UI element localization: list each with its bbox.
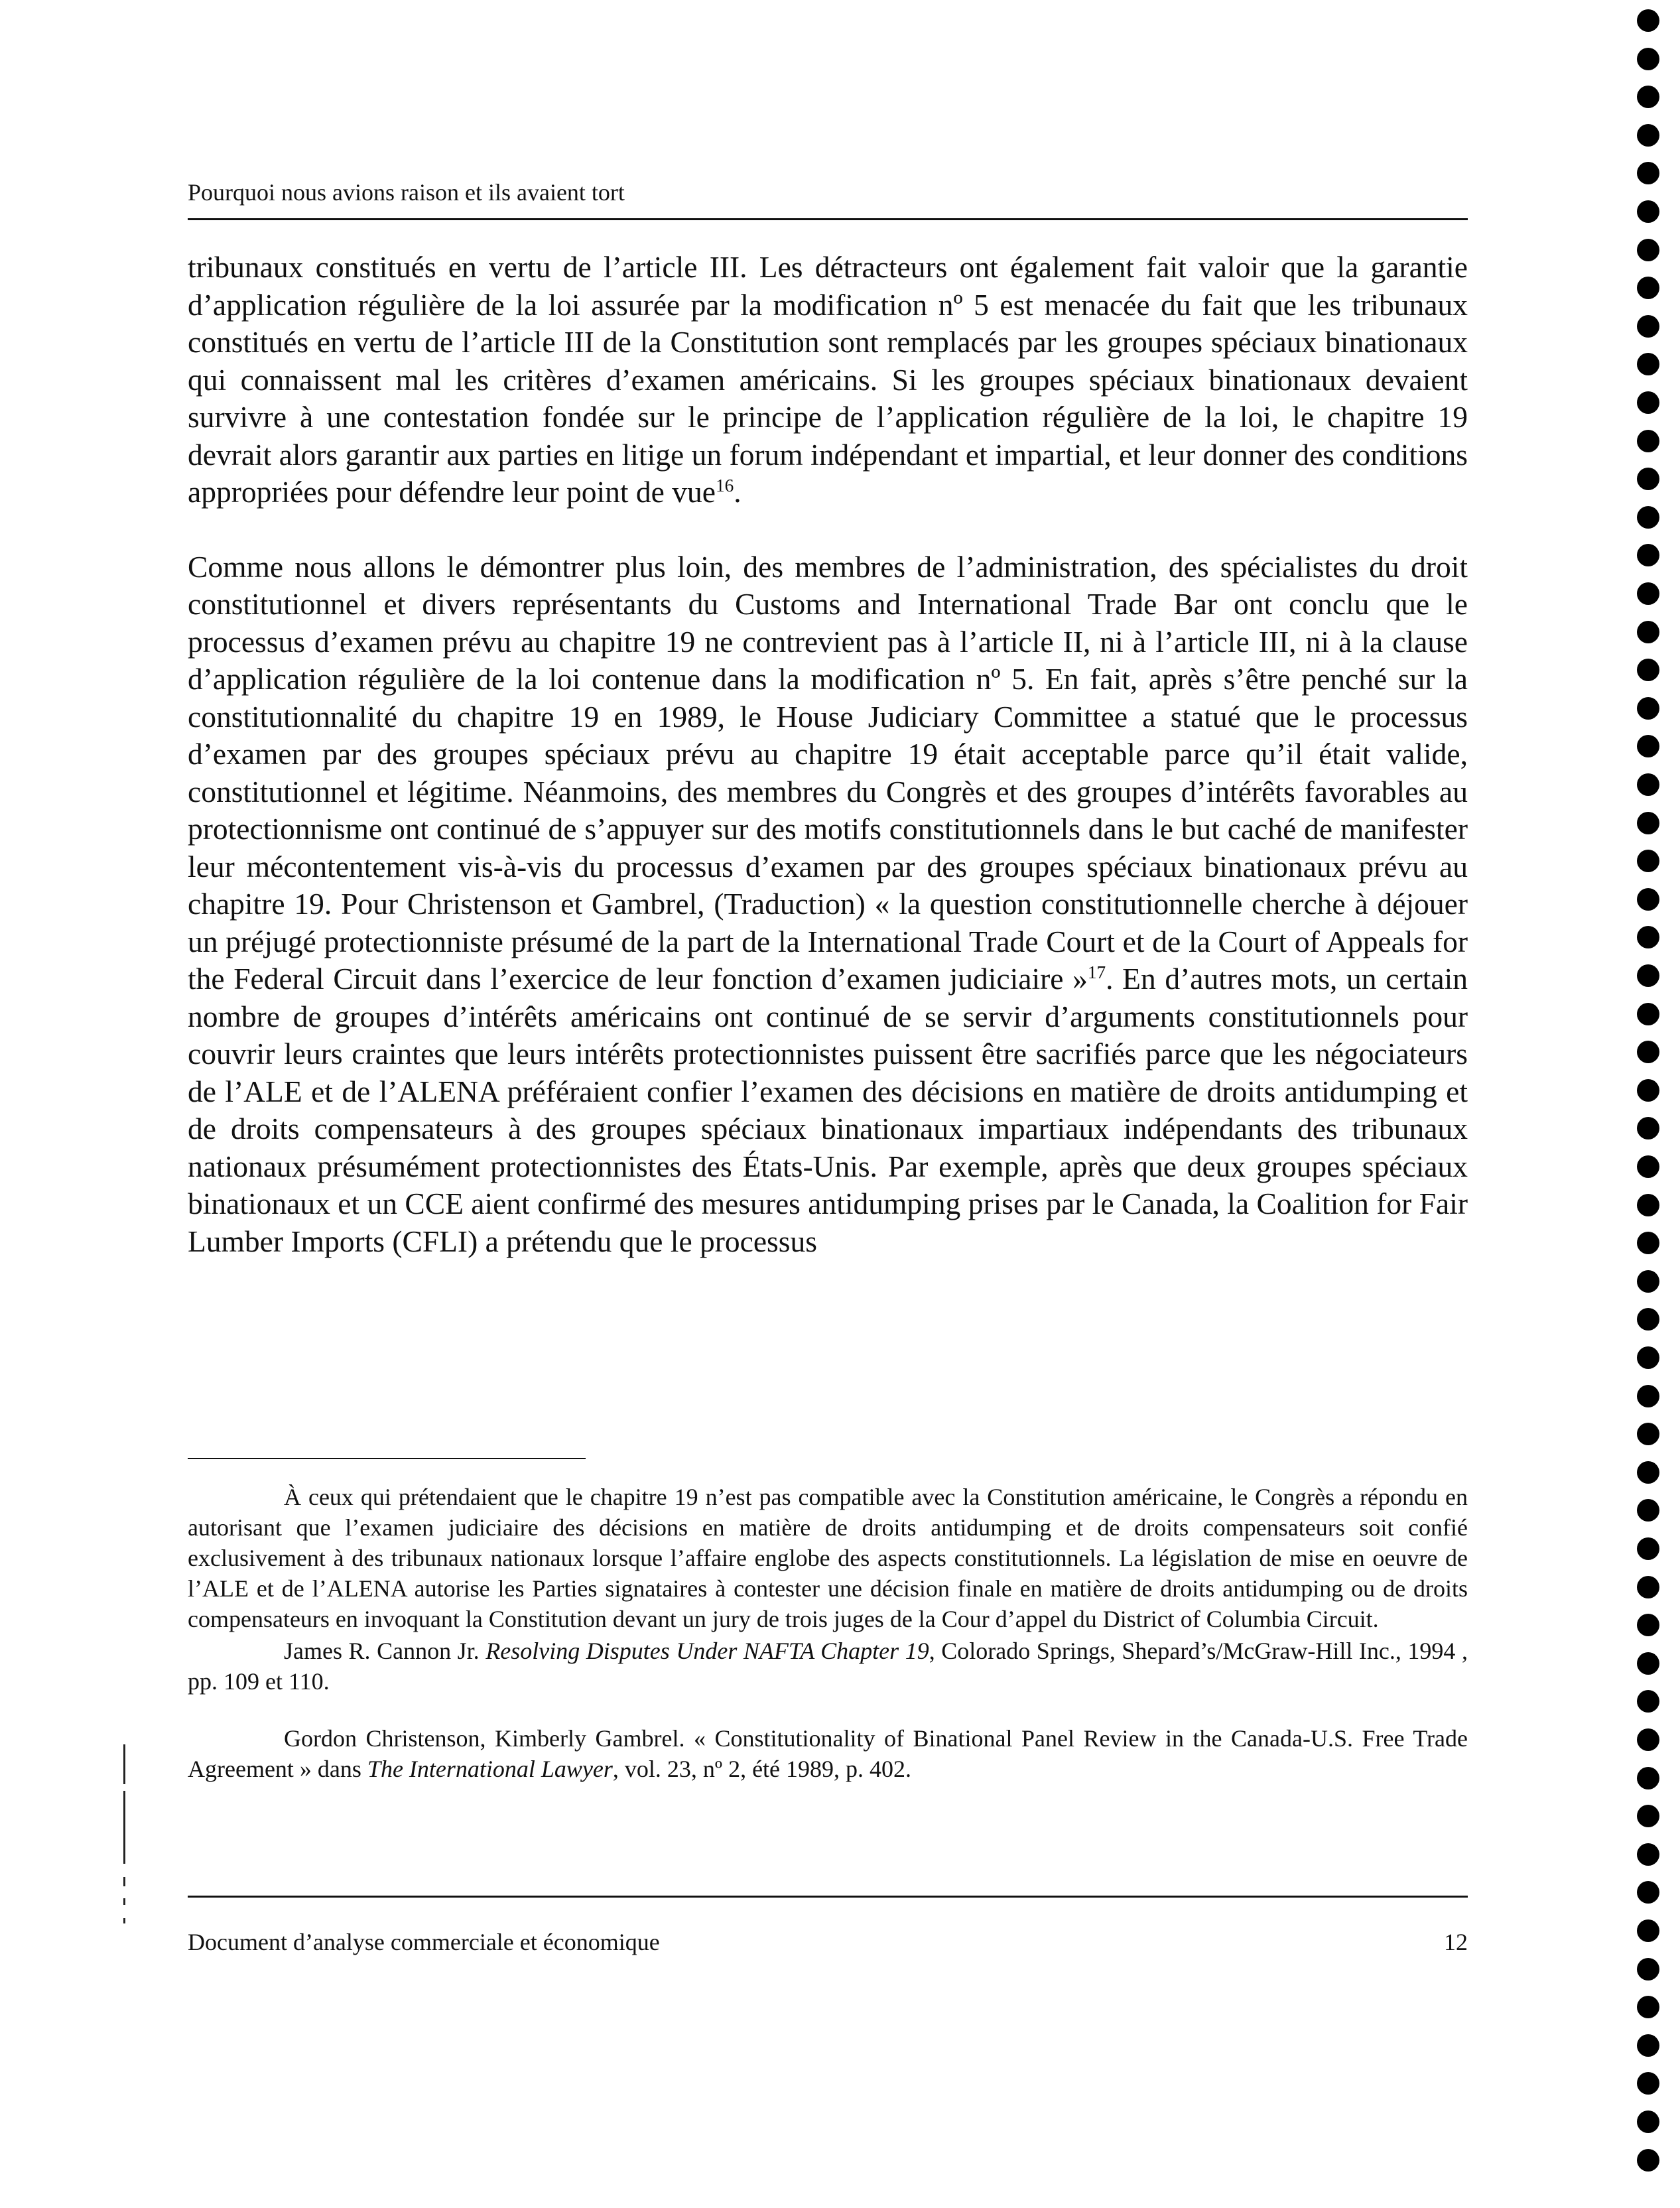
binding-hole (1637, 468, 1659, 490)
binding-hole (1637, 964, 1659, 987)
binding-hole (1637, 315, 1659, 338)
binding-hole (1637, 773, 1659, 796)
running-header: Pourquoi nous avions raison et ils avaient tort (188, 179, 625, 206)
header-rule (188, 218, 1468, 220)
binding-hole (1637, 1537, 1659, 1560)
running-footer (188, 1927, 1468, 1957)
margin-marks (123, 1744, 126, 1963)
binding-hole (1637, 1843, 1659, 1866)
binding-hole (1637, 391, 1659, 414)
binding-hole (1637, 1346, 1659, 1369)
binding-hole (1637, 1881, 1659, 1904)
binding-hole (1637, 353, 1659, 375)
footnote-17 (188, 1723, 1468, 1784)
footnote-ref-16[interactable]: 16 (715, 475, 734, 495)
binding-hole (1637, 544, 1659, 566)
binding-hole (1637, 1576, 1659, 1598)
footnote-16-title: Resolving Disputes Under NAFTA Chapter 19 (485, 1638, 929, 1664)
footnote-15: À ceux qui prétendaient que le chapitre 19 n’est pas compatible avec la Constitution américaine, le Congrès a répondu en autorisant que l’examen judiciaire des décisions en matière de droits antidumping et de droits compensateurs soit confié exclusivement à des tribunaux nationaux lorsque l’affaire englobe des aspects constitutionnels. La législation de mise en oeuvre de l’ALE et de l’ALENA autorise les Parties signataires à contester une décision finale en matière de droits antidumping ou de droits compensateurs en invoquant la Constitution devant un jury de trois juges de la Cour d’appel du District of Columbia Circuit. (188, 1484, 1468, 1632)
binding-hole (1637, 86, 1659, 108)
binding-hole (1637, 1232, 1659, 1254)
binding-hole (1637, 430, 1659, 452)
binding-hole (1637, 2149, 1659, 2172)
footnote-16 (188, 1636, 1468, 1697)
binding-hole (1637, 888, 1659, 911)
binding-hole (1637, 48, 1659, 70)
binding-hole (1637, 1155, 1659, 1178)
binding-hole (1637, 1652, 1659, 1675)
footnote-17-journal: The International Lawyer (367, 1756, 613, 1782)
binding-hole (1637, 2034, 1659, 2057)
binding-hole (1637, 850, 1659, 872)
footnote-17-details: , vol. 23, nº 2, été 1989, p. 402. (612, 1756, 912, 1782)
binding-hole (1637, 1919, 1659, 1942)
footer-rule (188, 1896, 1468, 1898)
paragraph-1-text: tribunaux constitués en vertu de l’article III. Les détracteurs ont également fait valoir que la garantie d’application régulière de la loi assurée par la modification nº 5 est menacée du fait que les tribunaux constitués en vertu de l’article III de la Constitution sont remplacés par les groupes spéciaux binationaux qui connaissent mal les critères d’examen américains. Si les groupes spéciaux binationaux devaient survivre à une contestation fondée sur le principe de l’application régulière de la loi, le chapitre 19 devrait alors garantir aux parties en litige un forum indépendant et impartial, et leur donner des conditions appropriées pour défendre leur point de vue (188, 250, 1468, 509)
binding-hole (1637, 1079, 1659, 1102)
binding-hole (1637, 1423, 1659, 1445)
binding-hole (1637, 124, 1659, 147)
footnote-ref-17[interactable]: 17 (1087, 962, 1106, 982)
footnote-17-author: Gordon Christenson, Kimberly Gambrel. « Constitutionality of Binational Panel Review in the Canada-U.S. Free Trade Agreement » dans (188, 1725, 1468, 1782)
paragraph-2-text-b: . En d’autres mots, un certain nombre de groupes d’intérêts américains ont continué de se servir d’arguments constitutionnels pour couvrir leurs craintes que leurs intérêts protectionnistes puissent être sacrifiés parce que les négociateurs de l’ALE et de l’ALENA préféraient confier l’examen des décisions en matière de droits antidumping et de droits compensateurs à des groupes spéciaux binationaux impartiaux indépendants des tribunaux nationaux présumément protectionnistes des États-Unis. Par exemple, après que deux groupes spéciaux binationaux et un CCE aient confirmé des mesures antidumping prises par le Canada, la Coalition for Fair Lumber Imports (CFLI) a prétendu que le processus (188, 962, 1468, 1258)
binding-hole (1637, 1728, 1659, 1751)
paragraph-1: tribunaux constitués en vertu de l’article III. Les détracteurs ont également fait valoir que la garantie d’application régulière de la loi assurée par la modification nº 5 est menacée du fait que les tribunaux constitués en vertu de l’article III de la Constitution sont remplacés par les groupes spéciaux binationaux qui connaissent mal les critères d’examen américains. Si les groupes spéciaux binationaux devaient survivre à une contestation fondée sur le principe de l’application régulière de la loi, le chapitre 19 devrait alors garantir aux parties en litige un forum indépendant et impartial, et leur donner des conditions appropriées pour défendre leur point de vue$^{16}$. (188, 250, 1468, 509)
binding-hole (1637, 621, 1659, 643)
binding-hole (1637, 1805, 1659, 1827)
footnote-separator (188, 1458, 586, 1459)
footnote-16-author: James R. Cannon Jr. (284, 1638, 486, 1664)
paragraph-2-text-a: Comme nous allons le démontrer plus loin, des membres de l’administration, des spécialistes du droit constitutionnel et divers représentants du Customs and International Trade Bar ont conclu que le processus d’examen prévu au chapitre 19 ne contrevient pas à l’article II, ni à l’article III, ni à la clause d’application régulière de la loi contenue dans la modification nº 5. En fait, après s’être penché sur la constitutionnalité du chapitre 19 en 1989, le House Judiciary Committee a statué que le processus d’examen par des groupes spéciaux prévu au chapitre 19 était acceptable parce qu’il était valide, constitutionnel et légitime. Néanmoins, des membres du Congrès et des groupes d’intérêts favorables au protectionnisme ont continué de s’appuyer sur des motifs constitutionnels dans le but caché de manifester leur mécontentement vis-à-vis du processus d’examen par des groupes spéciaux binationaux prévu au chapitre 19. Pour Christenson et Gambrel, (Traduction) « la question constitutionnelle cherche à déjouer un préjugé protectionniste présumé de la part de la International Trade Court et de la Court of Appeals for the Federal Circuit dans l’exercice de leur fonction d’examen judiciaire » (188, 549, 1468, 996)
binding-hole (1637, 1117, 1659, 1139)
binding-hole (1637, 1767, 1659, 1789)
binding-hole (1637, 1385, 1659, 1407)
binding-hole (1637, 277, 1659, 299)
binding-hole (1637, 239, 1659, 261)
binding-hole (1637, 162, 1659, 184)
binding-hole (1637, 1461, 1659, 1484)
binding-hole (1637, 9, 1659, 32)
binding-hole (1637, 1996, 1659, 2018)
binding-hole (1637, 697, 1659, 720)
footnotes (188, 1482, 1468, 1784)
binding-hole (1637, 1614, 1659, 1636)
binding-hole (1637, 2072, 1659, 2095)
paragraph-2 (188, 549, 1468, 1261)
binding-hole (1637, 1690, 1659, 1713)
binding-hole (1637, 2111, 1659, 2133)
binding-hole (1637, 1003, 1659, 1025)
binding-hole (1637, 1041, 1659, 1063)
body-text (188, 249, 1468, 1260)
binding-hole (1637, 735, 1659, 757)
binding-hole (1637, 659, 1659, 681)
binding-hole (1637, 1194, 1659, 1216)
binding-hole (1637, 1499, 1659, 1522)
binding-hole (1637, 506, 1659, 529)
binding-hole (1637, 926, 1659, 948)
page-number: 12 (1444, 1929, 1468, 1955)
binding-holes (1637, 9, 1663, 2198)
binding-hole (1637, 1958, 1659, 1981)
binding-hole (1637, 1308, 1659, 1331)
binding-hole (1637, 812, 1659, 834)
footnote-16-details: , Colorado Springs, Shepard’s/McGraw-Hill Inc., 1994 , pp. 109 et 110. (188, 1638, 1468, 1695)
binding-hole (1637, 1270, 1659, 1293)
binding-hole (1637, 200, 1659, 223)
binding-hole (1637, 582, 1659, 605)
footer-title: Document d’analyse commerciale et économique (188, 1929, 660, 1955)
